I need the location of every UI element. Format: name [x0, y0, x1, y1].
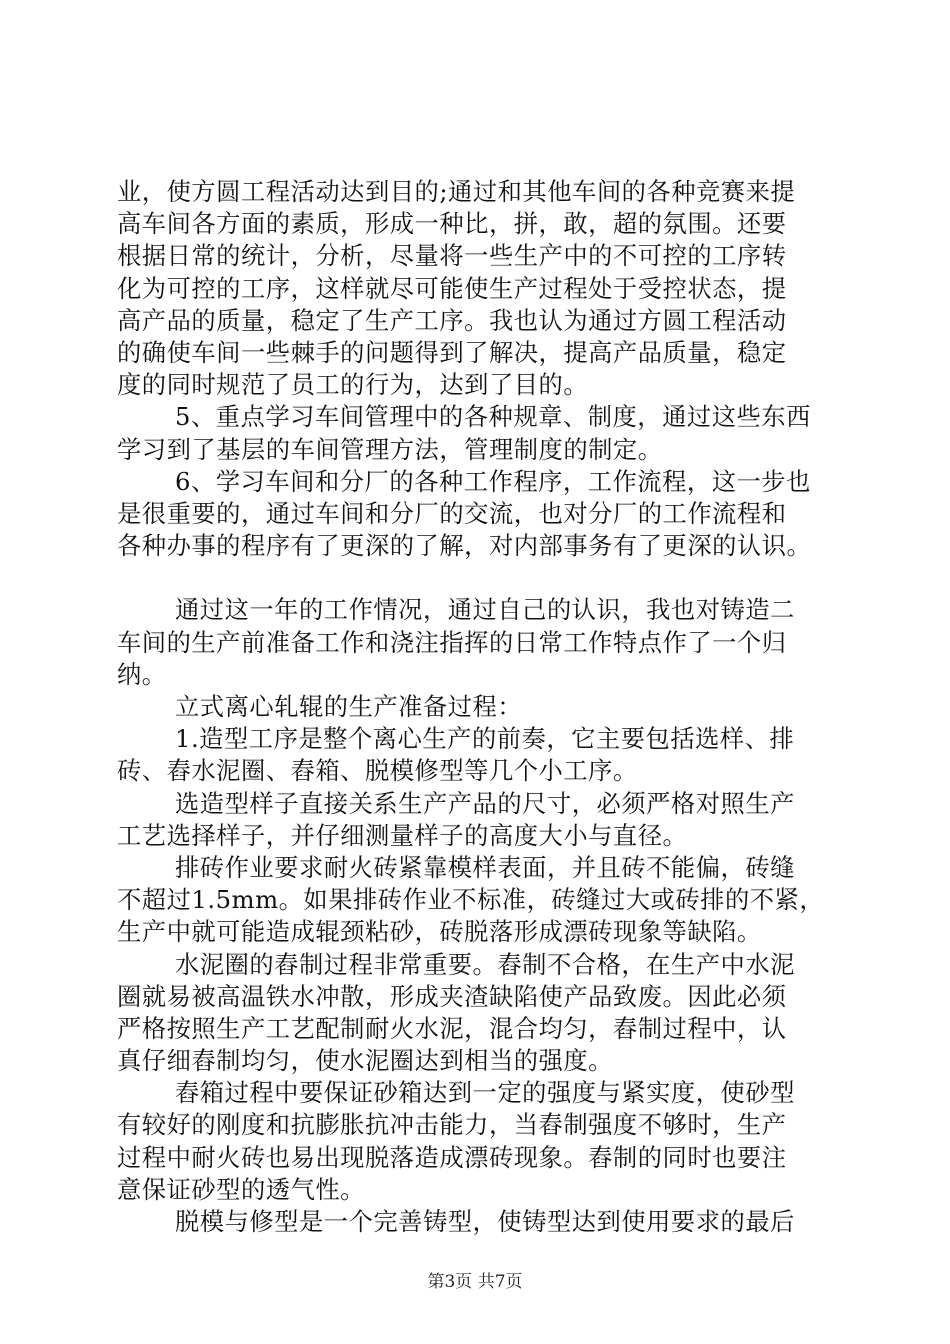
blank-line	[117, 562, 845, 594]
text-line: 6、学习车间和分厂的各种工作程序，工作流程，这一步也	[175, 466, 811, 496]
text-line: 车间的生产前准备工作和浇注指挥的日常工作特点作了一个归	[117, 627, 787, 657]
text-line: 纳。	[117, 659, 167, 689]
page-number-footer: 第3页 共7页	[427, 1272, 523, 1292]
document-body	[117, 176, 845, 1238]
text-line: 5、重点学习车间管理中的各种规章、制度，通过这些东西	[175, 402, 811, 432]
text-line: 度的同时规范了员工的行为，达到了目的。	[117, 370, 589, 400]
text-line: 意保证砂型的透气性。	[117, 1174, 365, 1204]
text-line: 化为可控的工序，这样就尽可能使生产过程处于受控状态，提	[117, 273, 787, 303]
text-line: 工艺选择样子，并仔细测量样子的高度大小与直径。	[117, 820, 688, 850]
text-line: 严格按照生产工艺配制耐火水泥，混合均匀，舂制过程中，认	[117, 1013, 787, 1043]
text-line: 各种办事的程序有了更深的了解，对内部事务有了更深的认识。	[117, 531, 812, 561]
text-line: 生产中就可能造成辊颈粘砂，砖脱落形成漂砖现象等缺陷。	[117, 917, 762, 947]
text-line: 学习到了基层的车间管理方法，管理制度的制定。	[117, 434, 663, 464]
text-line: 舂箱过程中要保证砂箱达到一定的强度与紧实度，使砂型	[175, 1078, 795, 1108]
text-line: 脱模与修型是一个完善铸型，使铸型达到使用要求的最后	[175, 1207, 795, 1236]
text-line: 排砖作业要求耐火砖紧靠模样表面，并且砖不能偏，砖缝	[175, 852, 795, 882]
text-line: 有较好的刚度和抗膨胀抗冲击能力，当舂制强度不够时，生产	[117, 1110, 787, 1140]
text-line: 过程中耐火砖也易出现脱落造成漂砖现象。舂制的同时也要注	[117, 1142, 787, 1172]
text-line: 不超过1.5mm。如果排砖作业不标准，砖缝过大或砖排的不紧，	[117, 885, 825, 915]
text-line: 根据日常的统计，分析，尽量将一些生产中的不可控的工序转	[117, 241, 787, 271]
text-line: 立式离心轧辊的生产准备过程：	[175, 692, 523, 721]
text-line: 高产品的质量，稳定了生产工序。我也认为通过方圆工程活动	[117, 305, 787, 335]
text-line: 选造型样子直接关系生产产品的尺寸，必须严格对照生产	[175, 788, 795, 818]
text-line: 高车间各方面的素质，形成一种比，拼，敢，超的氛围。还要	[117, 209, 787, 239]
text-line: 是很重要的，通过车间和分厂的交流，也对分厂的工作流程和	[117, 498, 787, 528]
text-line: 业，使方圆工程活动达到目的;通过和其他车间的各种竞赛来提	[117, 177, 796, 206]
text-line: 圈就易被高温铁水冲散，形成夹渣缺陷使产品致废。因此必须	[117, 981, 787, 1011]
text-line: 水泥圈的舂制过程非常重要。舂制不合格，在生产中水泥	[175, 949, 795, 979]
text-line: 真仔细舂制均匀，使水泥圈达到相当的强度。	[117, 1046, 613, 1076]
text-line: 通过这一年的工作情况，通过自己的认识，我也对铸造二	[175, 595, 795, 625]
text-line: 砖、舂水泥圈、舂箱、脱模修型等几个小工序。	[117, 756, 638, 786]
text-line: 的确使车间一些棘手的问题得到了解决，提高产品质量，稳定	[117, 337, 787, 367]
text-line: 1.造型工序是整个离心生产的前奏，它主要包括选样、排	[175, 724, 795, 754]
